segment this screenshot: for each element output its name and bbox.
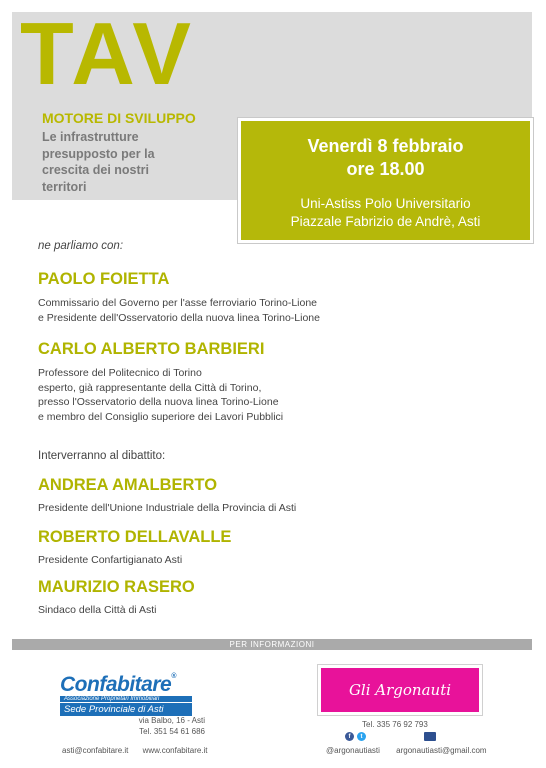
speaker-desc [38,366,283,425]
tagline-line: territori [42,179,87,194]
social-icons [345,732,366,741]
social-handle[interactable]: @argonautiasti [326,746,380,755]
speaker-name: CARLO ALBERTO BARBIERI [38,340,265,358]
tagline [42,129,232,195]
confabitare-sede: Sede Provinciale di Asti [60,703,192,716]
confabitare-address [95,716,205,738]
event-date: Venerdì 8 febbraio [307,136,464,156]
twitter-icon[interactable]: t [357,732,366,741]
speaker-desc-line: e Presidente dell'Osservatorio della nuova linea Torino-Lione [38,311,320,324]
address-line: via Balbo, 16 - Asti [138,716,205,725]
confabitare-contacts [62,746,220,755]
intro-text: ne parliamo con: [38,240,124,252]
page-subtitle: MOTORE DI SVILUPPO [42,110,196,126]
tagline-line: Le infrastrutture [42,130,139,144]
venue-line: Uni-Astiss Polo Universitario [300,196,471,211]
brand-part: Con [60,673,100,696]
speaker-name: PAOLO FOIETTA [38,270,170,288]
tagline-line: presupposto per la [42,146,155,161]
confabitare-brand [60,673,192,697]
page-title: TAV [20,4,195,103]
argonauti-logo-text: Gli Argonauti [348,681,452,699]
phone-line: Tel. 351 54 61 686 [139,726,205,736]
info-bar: PER INFORMAZIONI [12,639,532,650]
email-link[interactable]: argonautiasti@gmail.com [396,746,487,755]
panelist-name: ANDREA AMALBERTO [38,476,218,494]
speaker-desc [38,296,320,325]
confabitare-assoc: Associazione Proprietari Immobiliari [60,696,192,702]
argonauti-logo [318,665,482,715]
confabitare-logo [60,673,192,716]
mail-icon [424,732,436,741]
panelist-name: ROBERTO DELLAVALLE [38,528,232,546]
speaker-desc-line: Professore del Politecnico di Torino [38,367,202,379]
event-box [238,118,533,243]
panelist-name: MAURIZIO RASERO [38,578,195,596]
brand-part: fabitare [99,673,172,696]
event-time: ore 18.00 [346,159,425,180]
interventions-label: Interverranno al dibattito: [38,450,166,462]
speaker-desc-line: presso l'Osservatorio della nuova linea Torino-Lione [38,396,279,409]
speaker-desc-line: e membro del Consiglio superiore dei Lavori Pubblici [38,411,284,424]
tagline-line: crescita dei nostri [42,163,149,177]
argonauti-phone: Tel. 335 76 92 793 [362,720,428,729]
event-datetime [241,135,530,182]
panelist-desc: Sindaco della Città di Asti [38,604,157,616]
argonauti-contacts [326,746,501,755]
panelist-desc: Presidente dell'Unione Industriale della Provincia di Asti [38,502,297,514]
panelist-desc: Presidente Confartigianato Asti [38,554,183,566]
registered-mark: ® [171,673,176,680]
speaker-desc-line: Commissario del Governo per l'asse ferroviario Torino-Lione [38,297,318,309]
venue-line: Piazzale Fabrizio de Andrè, Asti [290,214,481,230]
web-link[interactable]: www.confabitare.it [142,746,208,755]
email-link[interactable]: asti@confabitare.it [62,746,129,755]
speaker-desc-line: esperto, già rappresentante della Città di Torino, [38,381,262,394]
event-venue [241,195,530,231]
facebook-icon[interactable]: f [345,732,354,741]
